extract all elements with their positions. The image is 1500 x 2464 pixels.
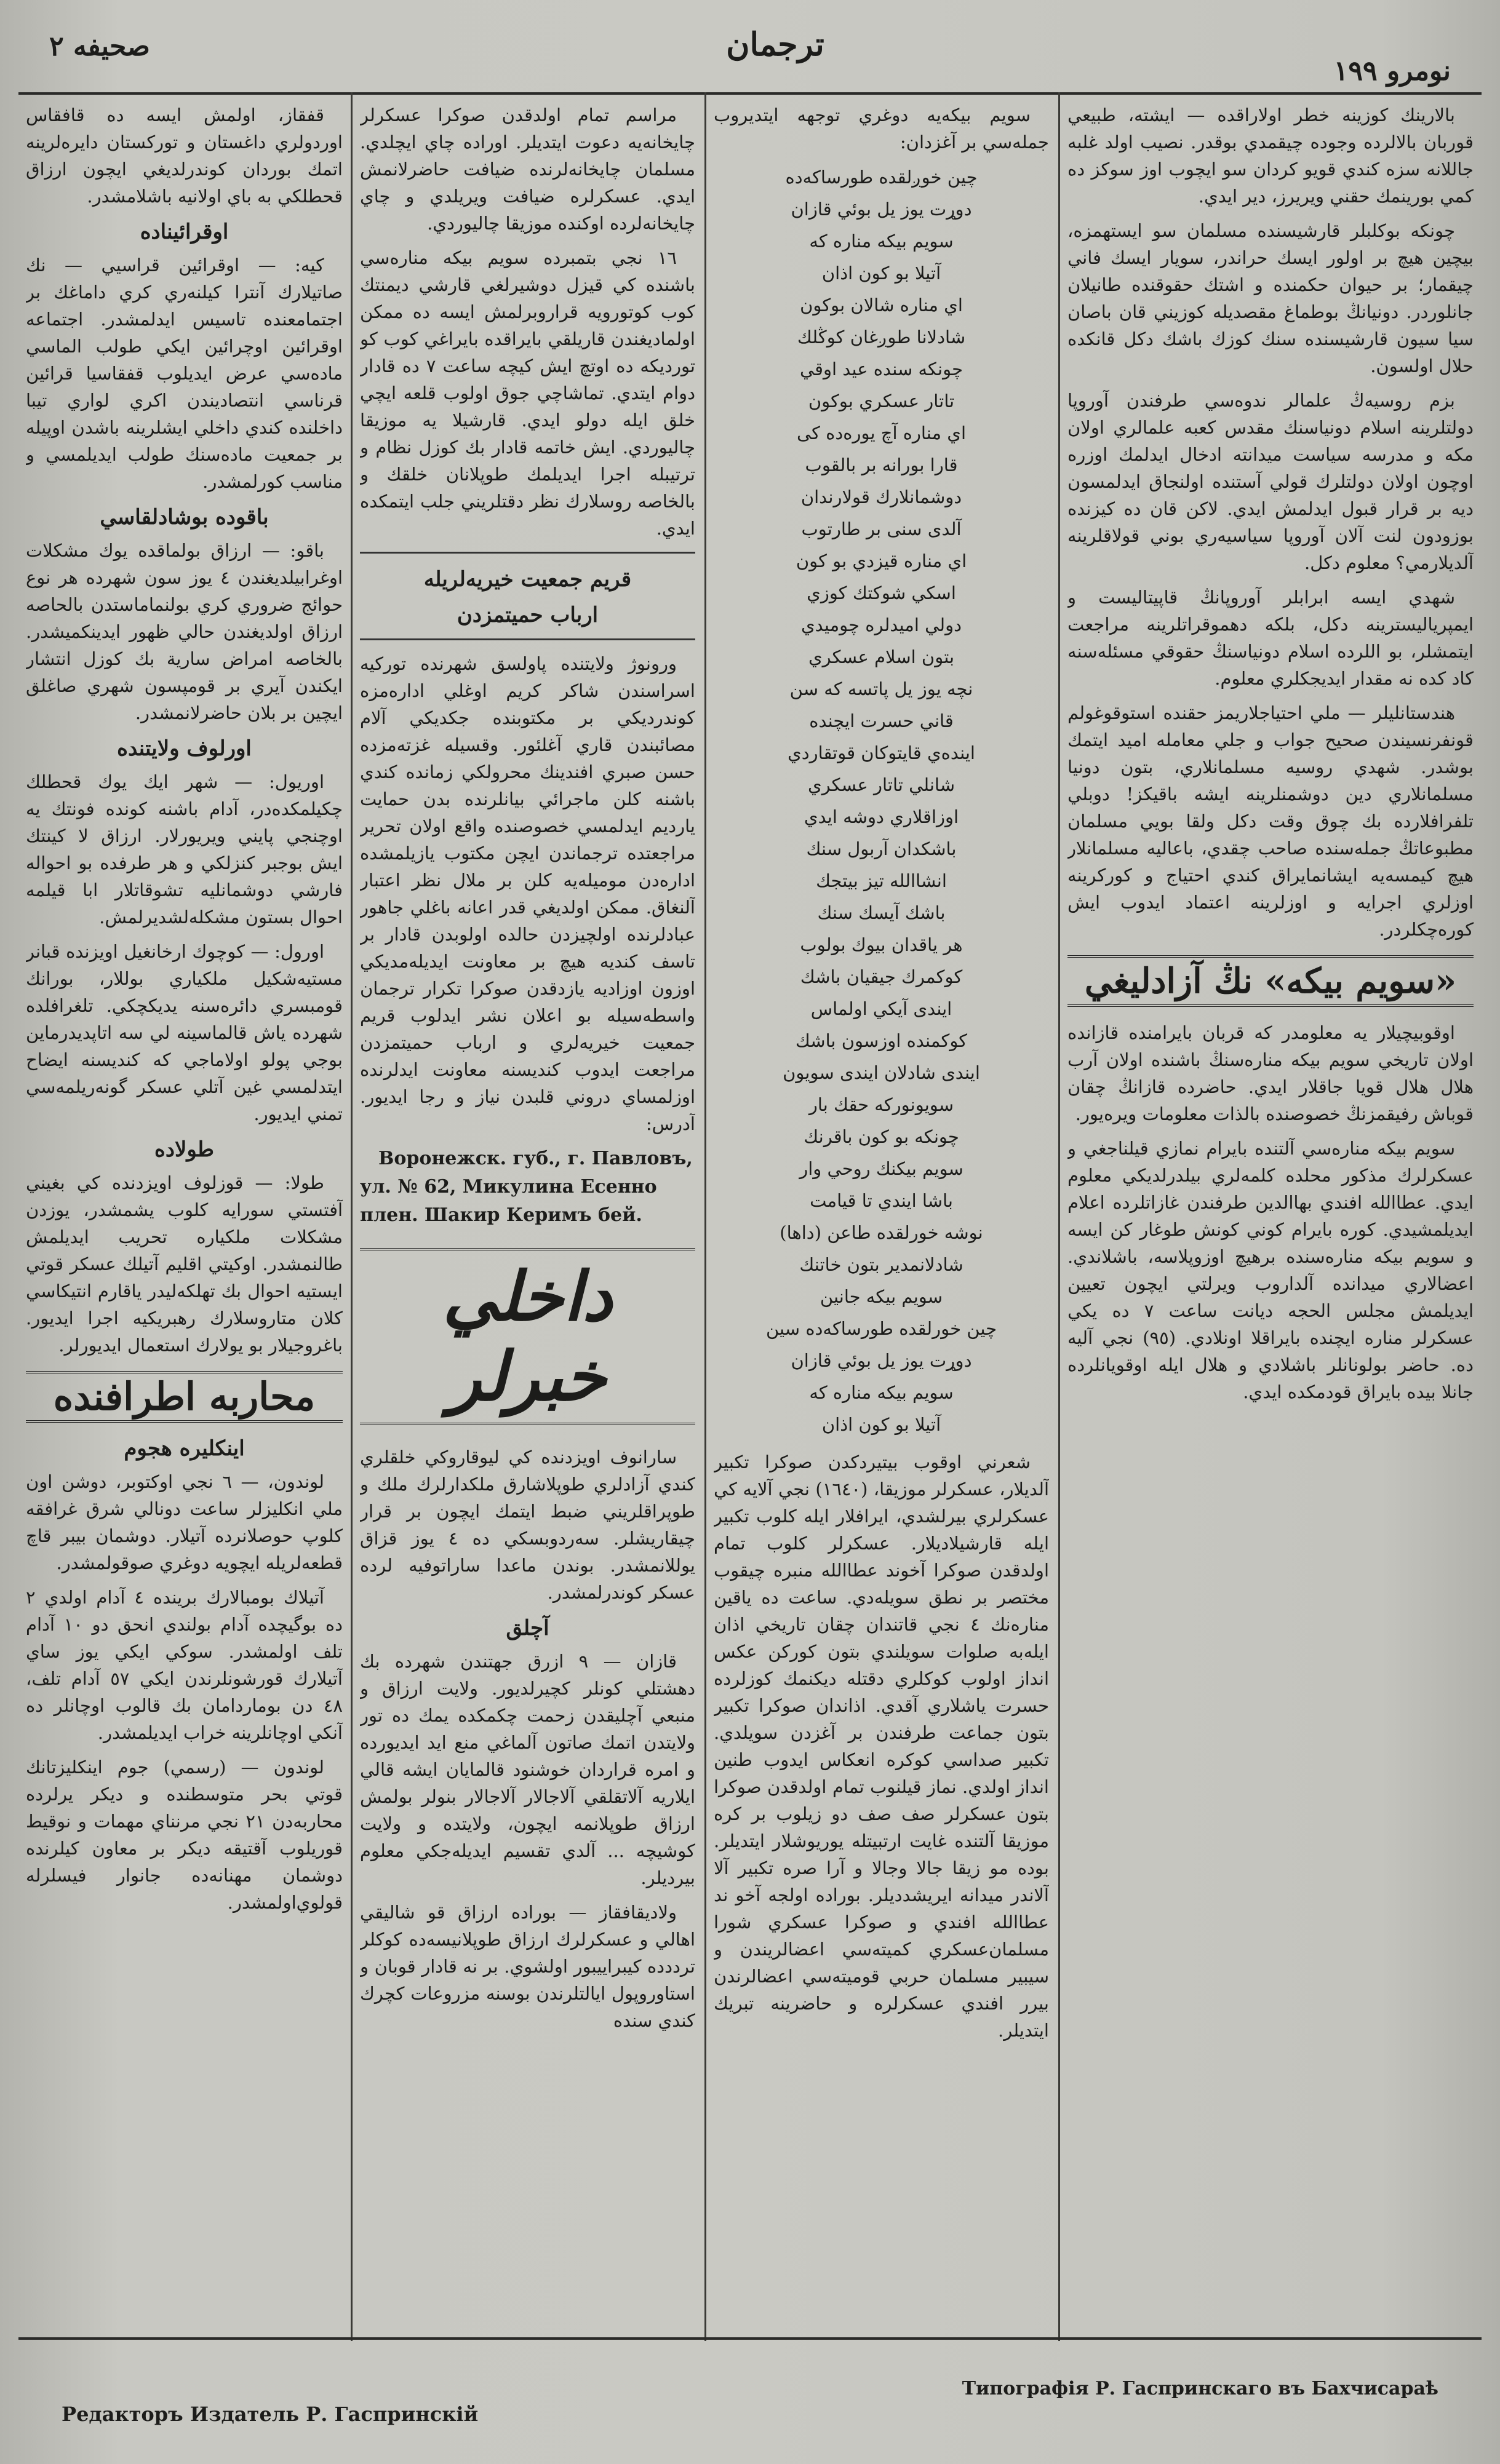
poem-line: سويم بيكنك روحي وار [799,1158,963,1179]
article-paragraph: قفقاز، اولمش ايسه ده قافقاس اوردولري داغستان و تورکستان دايره‌لرينه اتمك بوردان كوندرلديغي ايچون ارزاق قحطلكي به باي اولانيه باشلامشدر. [26,105,343,207]
poem-line: هر ياقدان بيوك بولوب [800,934,963,955]
poem-line: اي مناره آچ يوره‌ده كى [796,423,967,443]
poem-line: سويم بيكه جانين [820,1286,943,1307]
poem-line: آتيلا بو كون اذان [821,263,941,284]
subheading-baku: باقوده بوشادلقاسي [100,505,269,530]
poem-line: باشا ايندي تا قيامت [810,1190,953,1211]
poem-line: شادلانا طوږغان كوڭلك [797,327,966,348]
page-header [25,12,1475,92]
poem-line: قارا بورانه بر بالقوب [805,455,958,475]
poem-line: بتون اسلام عسكري [808,646,955,667]
poem-line: تاتار عسكري بوكون [808,391,955,411]
poem-line: انشاالله تيز بيتجك [816,870,947,891]
poem-line: آتيلا بو كون اذان [821,1414,941,1435]
article-paragraph: اوقوبيچيلار يه معلومدر كه قربان بايرامنده قازانده اولان تاريخي سويم بيكه مناره‌سنڭ باشنده اولان آرب هلال هلال قويا جاقلار ايدي. حاضرده قازانڭ چقان قوباش رفيقمزنڭ خصوصنده بالذات معلومات ويره‌يور. [1067,1022,1474,1124]
article-paragraph: ١٦ نجي بتمبرده سويم بيكه مناره‌سي باشنده كي قيزل دوشيرلغي قارشي ديمنتك كوب كوتورويه قراروبرلمش ايسه ده ممكن اولماديغندن قاريلقي بايراقده بايراغي كوب كو تورديكه ده اوتچ ايش كيچه ساعت ٧ ده قادار دوام ايتدي. تماشاچي جوق اولوب قلعه ايچي خلق ايله دولو ايدي. قارشيلا يه موزيقا چاليوردي. ايش خاتمه قادار بك كوزل نظام و ترتيبله اجرا ايديلمك طوپلانان خلقك و بالخاصه روسلارك نظر دقتلريني جلب ايتمكده ايدي. [360,247,695,539]
poem-line: كوكمنده اوزسون باشك [795,1030,968,1051]
column-4 [26,101,343,2335]
issue-number: نومرو ١٩٩ [1333,55,1451,87]
article-paragraph: ولاديقافقاز — بوراده ارزاق قو شاليقي اهالي و عسكرلرك ارزاق طوپلانيسه‌ده كوكلر ترددده كيبراييبور اولشوي. بر نه قادار قوبان و استاوروپول ايالتلرندن بوسنه مزروعات كچرك كندي سنده [360,1902,695,2031]
subheading-hunger: آچلق [506,1616,549,1640]
article-paragraph: سويم بيكه‌يه دوغري توجهه ايتديروب جمله‌سي بر آغزدان: [714,105,1049,153]
article-paragraph: اوريول: — شهر ايك يوك قحطلك چكيلمكده‌در، آدام باشنه كونده فونتك يه اوچنجي پايني ويريورلار. ارزاق لا كينتك ايش بوجبر كنزلكي و هر طرفده بو احواله فارشي دوشمانليه تشوقاتلار ابا قيلمه احوال بستون مشكله‌لشديرلمش. [26,771,343,928]
column-1 [1067,101,1474,2335]
masthead-title: ترجمان [726,26,824,63]
article-paragraph: باقو: — ارزاق بولماقده يوك مشكلات اوغرابيلديغندن ٤ يوز سون شهرده هر نوع حوائج ضروري كري بولنماماستدن بالحاصه ارزاق اولديغندن حالي ظهور ايدينكميشدر. بالخاصه امراض سارية بك كوزل انتشار ايكندن آيري بر قومپسون شهري صاغلق ايچين بر بلان حاضرلانمشدر. [26,540,343,723]
poem-line: اي مناره قيزدي بو كون [796,550,967,571]
poem-line: چين خورلقده طورساكه‌ده سين [765,1318,997,1339]
poem-line: چين خوږلقده طورساكه‌ده [785,167,978,188]
article-paragraph: هندستانليلر — ملي احتياجلاريمز حقنده استوقوغولم قونفرنسيندن صحيح جواب و جلي معامله اميد ايتمك بوشدر. شهدي روسيه مسلمانلاري، بتون دونيا مسلمانلاري دين دوشمنلرينه ايشه باقيكز! دوبلي تلفرافلارده بك چوق وقت دكل ولقا بويي مسلمان مطبوعاتڭ جمله‌سنده صاحب چقدي، باعاليه مسلمانلار هيچ كيمسه‌يه ايشانمايراق كندي احتياج و كوركرينه اوزلري اجرايه و اوزلرينه اعتماد ايدوب ايش كوره‌چكلردر. [1067,702,1474,940]
address-cyrillic: Воронежск. губ., г. Павловъ, ул. № 62, Микулина Есенно плен. Шакир Керимъ бей. [360,1148,693,1226]
poem-line: دولي اميدلره چوميدي [800,614,962,635]
article-paragraph: قازان — ٩ ازرق جهتندن شهرده بك دهشتلي كونلر كچيرلديور. ولايت ارزاق و منبعي آچليقدن زحمت چكمكده يمك ده تور ولايتدن اتمك صاتون آلماغي منع ايد ايديورده و امره قراردان خوشنود قالمايان ايشه قالي ايلاريه آلاتقلقي آلاجالار آلاجالار بنولر بولمش ارزاق طوپلانمه ايچون، ولايتده و ولايت كوشيچه ... آلدي تقسيم ايديله‌جكي معلوم بيرديلر. [360,1651,695,1888]
poem-line: شادلانمدير بتون خاتنك [799,1254,963,1275]
article-paragraph: لوندون — (رسمي) جوم اينكليزتانك قوتي بحر متوسطنده و ديكر يرلرده محاربه‌دن ٢١ نجي مرنناي مهمات و نوقيط قوريلوب آقتيقه ديكر بر معاون كيلرنده دوشمان مهنانه‌ده جانوار فيسلرله قولوي‌اولمشدر. [26,1757,343,1913]
section-title-domestic-news: داخلي خبرلر [360,1248,695,1425]
headline-suyumbike: «سويم بيكه» نڭ آزادليغي [1067,955,1474,1007]
article-paragraph: لوندون، — ٦ نجي اوكتوبر، دوشن اون ملي انكليزلر ساعت دونالي شرق غرافقه كلوپ حوصلانرده آتيلار. دوشمان بيبر قاچ قطعه‌لريله ايچويه دوغري صوقولمشدر. [26,1471,343,1573]
column-3 [360,101,695,2335]
article-paragraph: طولا: — قوزلوف اويزدنده كي بغيني آفتستي سورايه كلوب يشمشدر، يوزدن مشكلات ملكياره تحريب ايديلمش طالنمشدر. اوكيتي اقليم آتيلك عسكر قوتي ايستيه احوال بك تهلكه‌ليدر ياقارم انتيكاسي كلان متاروسلارك رهبريكيه اجرا ايديور. باغروجيلار بو يولارك استعمال ايديورلر. [26,1172,343,1356]
editor-imprint: Редакторъ Издатель Р. Гаспринскій [62,2402,479,2426]
poem-line: نوشه خورلقده طاعن (داها) [780,1222,983,1243]
poem-line: باشكدان آربول سنك [806,838,957,859]
article-paragraph: چونكه بوكلبلر قارشيسنده مسلمان سو ايستهمزه، بيچين هيچ بر اولور ايسك حراندر، سويار ايسك فاني چيقمار؛ بر حيوان حكمنده و اشتك حقوقنده طانيلان جانلوردر. دونيانڭ بوطماغ مقصديله كوزيني قان باصان سيا سيون قارشيسنده سنك كوزك باشك دكل قانكده حلال اولسون. [1067,220,1474,376]
article-paragraph: شعرني اوقوب بيتيردكدن صوكرا تكبير آلديلار، عسكرلر موزيقا، (١٦٤٠) نجي آلايه كي عسكرلري بيرلشدي، ايرافلار ايله كلوب تكبير ايله قارشيلاديلار. عسكرلر كلوب تمام اولدقدن صوكرا آخوند عطاالله منبره چيقوب مختصر بر نطق سويله‌دي. ساعت ده ياقين مناره‌نك ٤ نجي قاتندان چقان تاريخي اذان ايله‌به صلوات سويلندي بتون كوركن عكس انداز اولوب كوكلري دقتله ديكنمك كوزلرده حسرت ياشلاري آقدي. اذاندان صوكرا تكبير بتون جماعت طرفندن بر آغزدن سويلدي. تكبير صداسي كوكره انعكاس ايدوب طنين انداز اولدي. نماز قيلنوب تمام اولدقدن صوكرا بتون عسكرلر صف صف دو زيلوب بر كره موزيقا آلتنده غايت ارتبيتله يوريوشلار ايتديلر. بوده مو زيقا جالا وجالا و آرا صره تكبير آلا آلاندر ميدانه ايريشدديلر. بوراده اولجه آخو ند عطاالله افندي و صوكرا عسكري شورا مسلمان‌عسكري كميته‌سي اعضالريندن و سيبير مسلمان حربي قوميته‌سي اعضالرندن بيرر افندي عسكرلره و حاضرينه تبريك ايتديلر. [714,1452,1049,2041]
subheading-orel: اورلوف ولايتنده [117,736,252,761]
subheading-tula: طولاده [154,1137,214,1162]
article-paragraph: ورونوژ ولايتنده پاولسق شهرنده توركيه اسراسندن شاكر كريم اوغلي اداره‌مزه كوندرديكي بر مكتوبنده جكديكي آلام مصائبندن قاري آغلئور. وقسيله غزته‌مزده حسن صبري افندينك محرولكي زمانده كندي باشنه كلن ماجرائي بيانلرنده بدن حمايت يارديم ايدلمسي خصوصنده واقع اولان تحرير مراجعتده ترجماندن ايچن مكتوب يازيلمشده اداره‌دن موميله‌يه كلن بر ملال نظر اعتبار آلنغاق. ممكن اولديغي قدر اعانه باغلي جاهور عبادلرنده اولچيزدن حالده اولوبدن قادار بر تاسف كنديه هيچ بر معاونت ايديله‌مديكي اوزون اوزاديه يازدقدن صوكرا تكرار ترجمان واسطه‌سيله بو اعلان نشر ايدلوب قريم جمعيت خيريه‌لري و ارباب حميتمزدن مراجعت ايدوب كنديسنه معاونت ايدلرنده اوزلمساي دروني قلبدن نياز و رجا ايديور. آدرس: [360,653,695,1134]
printer-imprint: Типографія Р. Гаспринскаго въ Бахчисараѣ [962,2378,1438,2399]
article-paragraph: سارانوف اويزدنده كي ليوقاروكي خلقلري كندي آزادلري طوپلاشارق ملكدارلرك ملك و طوپراقلريني ضبط ايتمك ايچون بر قرار چيقاريشلر. سه‌ردوبسكي ده ٤ يوز قزاق يوللانمشدر. بوندن ماعدا ساراتوفيه لرده عسكر كوندرلمشدر. [360,1447,695,1603]
poem-line: قاني حسرت ايچنده [809,710,954,731]
notice-box [360,552,695,640]
page-footer [25,2366,1475,2439]
poem-line: چونكه سنده عيد اوقي [799,359,963,380]
poem-line: شانلي تاتار عسكري [807,774,955,795]
header-rule [18,92,1482,95]
poem-line: اوزاقلاري دوشه ايدي [804,806,959,827]
notice-title-line: قريم جمعيت خيريه‌لريله [423,567,632,592]
article-paragraph: مراسم تمام اولدقدن صوكرا عسكرلر چايخانه‌يه دعوت ايتديلر. اوراده چاي ايچلدي. مسلمان چايخانه‌لرنده ضيافت حاضرلانمش ايدي. عسكرلره ضيافت ويريلدي و چاي چايخانه‌لرده اوكنده موزيقا چاليوردي. [360,105,695,234]
footer-rule [18,2337,1482,2340]
poem-line: چونكه بو كون باقرنك [804,1126,959,1147]
column-divider [1058,92,1060,2341]
article-paragraph: كيه: — اوقرائين قراسيي — نك صاتيلارك آنترا كيلنه‌ري كري داماغك بر اجتمامعنده تاسيس ايدلمشدر. اجتماعه اوقرائين اوچرائين ايكي طولب الماسي ماده‌سي عرض ايديلوب قفقاسيا قرائين قرناسي انتصاديندن اكري لواري تيبا داخلنده كندي داخلي ايشلرينه باشدن اوپيله بر جمعيت ماده‌سنك طولب ايديلمسي و مناسب كورلمشدر. [26,255,343,492]
article-paragraph: بزم روسيه‌ڭ علمالر ندوه‌سي طرفندن آوروپا دولتلرينه اسلام دونياسنك مقدس كعبه علمالري اولان مكه و مدرسه سياست ميدانته ادخال ايدلمك اوزره اوچون اولان دولتلرك قولي آستنده اولنجاق ايدلمسون ديه بر قرار قبول ايدلمش ايدي. لاكن قان ده كيزنده بوزودون لنت آلان آوروپا سياسيه‌ري بوني قولاقلرينه آلديلارمي؟ معلوم دكل. [1067,390,1474,573]
poem-line: اسكي شوكتك كوزي [807,582,956,603]
poem-line: سويونوركه حقك بار [808,1094,954,1115]
poem-line: كوكمرك جيقيان باشك [800,966,963,987]
poem-line: اينده‌ي قايتوكان قوتقاردي [788,742,975,763]
poem-line: ايندى آيكي اولماس [810,998,952,1019]
poem-line: آلدى سنى بر طارتوب [801,519,962,539]
page-number-label: صحيفه ٢ [49,31,150,62]
headline-war: محاربه اطرافنده [26,1371,343,1423]
poem-line: باشك آيسك سنك [817,902,946,923]
subheading-england-attack: اينكليره هجوم [124,1436,245,1461]
subheading-ukraine: اوقرائيناده [140,220,229,244]
poem-line: نچه يوز يل پاتسه كه سن [789,678,973,699]
poem-line: دوشمانلارك قولارندان [800,487,962,507]
notice-title-line: ارباب حميتمزدن [457,603,599,627]
poem-line: اي مناره شالان بوكون [800,295,963,316]
article-paragraph: آتيلاك بومبالارك برينده ٤ آدام اولدي ٢ ده بوگيچده آدام بولندي انحق دو ١٠ آدام تلف اولمشدر. سوكي ايكي يوز ساي آتيلارك قورشونلرندن ايكي ٥٧ آدام تلف، ٤٨ دن بوماردامان بك قالوب اوچانلر ده آنكي اوچانلرينه خراب ايديلمشدر. [26,1587,343,1743]
article-paragraph: سويم بيكه مناره‌سي آلتنده بايرام نمازي قيلناجغي و عسكرلرك مذكور محلده كلمه‌لري بيلدرلديكي معلوم ايدي. عطاالله افندي بهاالدين طرفندن غازاتلرده اعلام ايديلمشيدي. كوره بايرام كوني كونش طوغار كن ايسه و سويم بيكه مناره‌سنده برهيچ اوزوپلاسه، باشلاندي. اعضالاري ميدانده آلداروب ويرلتي ايچون تعيين ايديلمش مجلس الحجه ديانت ساعت ٧ ده يكي عسكرلر مناره ايچنده بايراقلا اونلادي. (٩٥) نجي آليه ده. حاضر بولونانلر باشلادي و هلال ايله اوقويانلرده جانلا بيده بايراق قودمكده ايدي. [1067,1138,1474,1402]
poem-line: سويم بيكه مناره كه [809,1382,954,1403]
article-paragraph: شهدي ايسه ابرابلر آوروپانڭ قاپيتاليست و ايمپرياليسترينه دكل، بلكه دهموقراتلرينه مراجعت ايتمشلر، بو اللرده اسلام دونياسنڭ حقوقي مسئله‌سنه كاد كده نه مقدار ايديجكلري معلوم. [1067,587,1474,689]
article-paragraph: اورول: — كوچوك ارخانغيل اويزنده قبانر مستيه‌شكيل ملكياري بوللار، بورانك قومبسري دائره‌سنه يديكچكي. تلغرافلده شهرده ياش قالماسينه لي سه اتاپديدرماين بوجي پولو اولاماجي كه كنديسنه ايضاح ايتدلمسي غين آتلي عسكر گونه‌ريلمه‌سي تمني ايديور. [26,941,343,1124]
article-paragraph: بالارينك كوزينه خطر اولاراقده — ايشته، طبيعي قوربان بالالرده وجوده چيقمدي بوقدر. نصيب اولد غلبه جاللانه سزه كندي قويو كردان سو ايچوب اوز سوكز ده كمي بورينمك حقني ويريرز، دير ايدي. [1067,105,1474,207]
column-divider [351,92,353,2341]
column-2 [714,101,1049,2335]
poem-line: ايندى شادلان ايندى سويون [783,1062,980,1083]
column-divider [704,92,706,2341]
poem-line: دوړت يوز يل بوئي قازان [791,199,972,220]
poem-line: سويم بيكه مناره كه [809,231,954,252]
poem-line: دوړت يوز يل بوئي قازان [791,1350,972,1371]
